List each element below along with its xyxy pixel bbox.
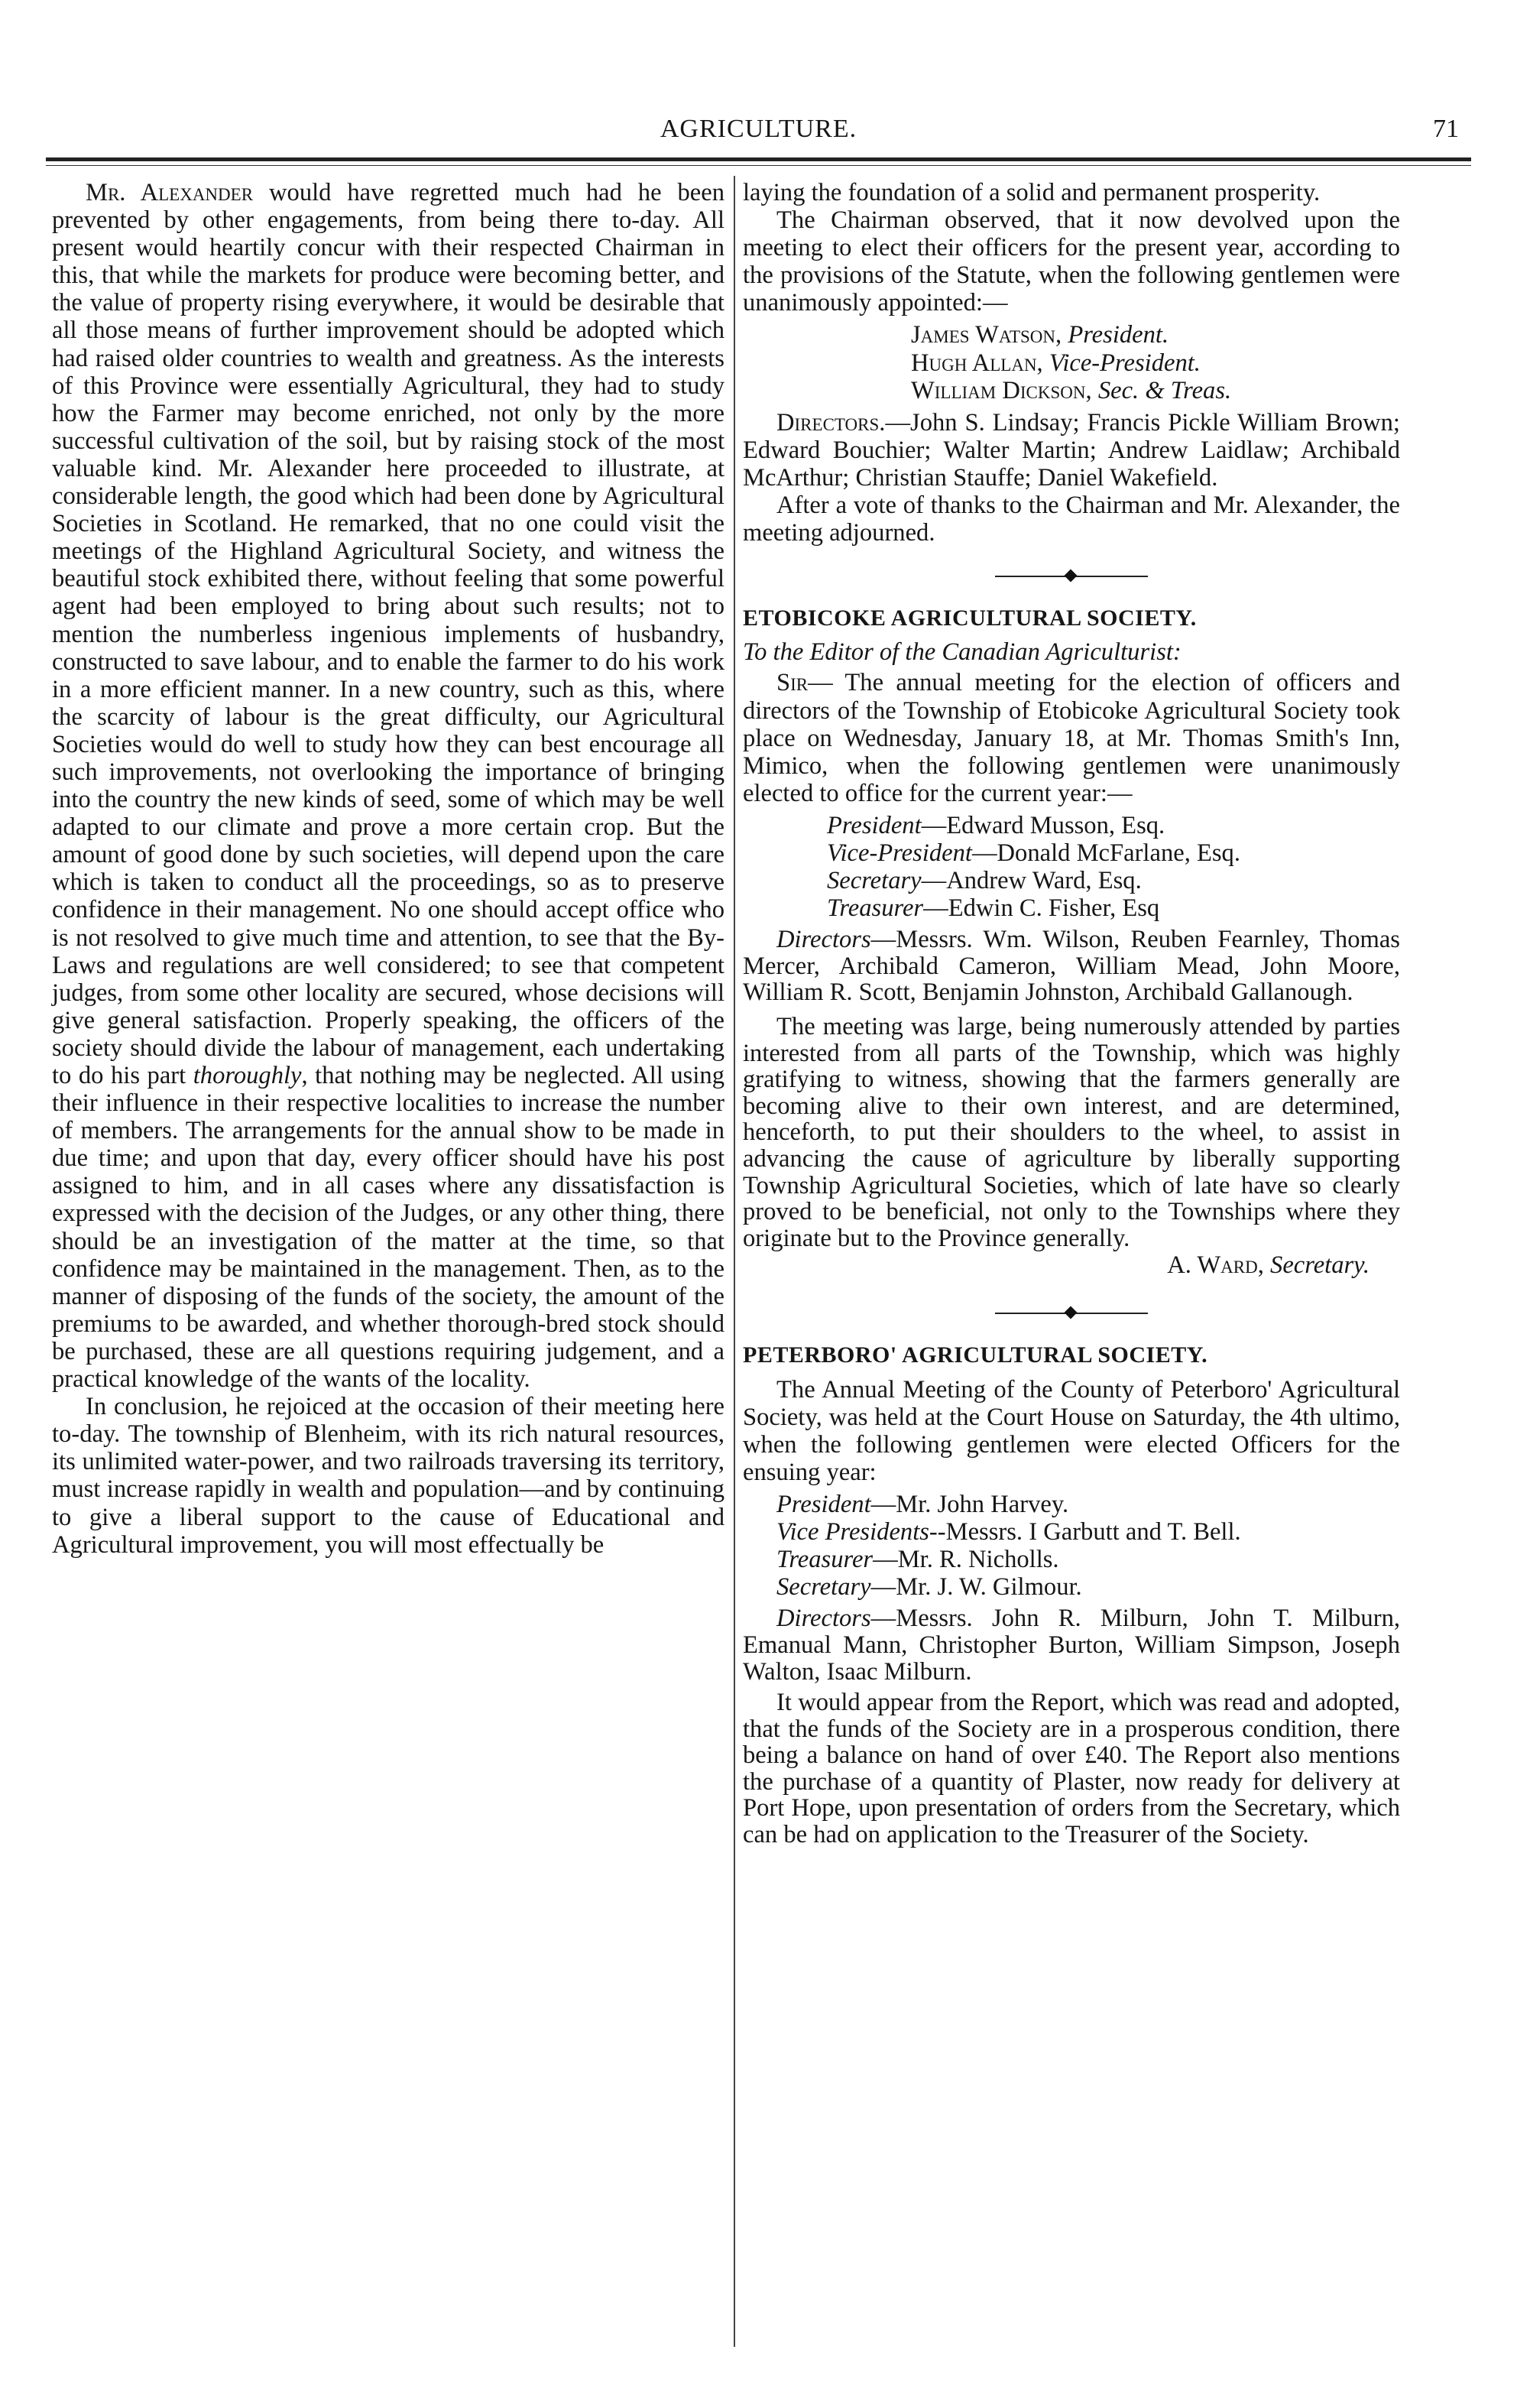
- officer-name: —Mr. J. W. Gilmour.: [870, 1573, 1082, 1602]
- section-separator: [743, 565, 1400, 588]
- officer-line: [776, 1546, 1400, 1573]
- officer-line: [776, 1518, 1400, 1546]
- officer-role: President.: [1068, 321, 1169, 349]
- officer-line: [827, 867, 1400, 894]
- officer-role: Treasurer: [776, 1546, 874, 1574]
- officer-role: Secretary: [827, 867, 922, 895]
- conclusion-paragraph: In conclusion, he rejoiced at the occasion of their meeting here to-day. The township of Blenheim, with its rich natural resources, its unlimited water-power, and two railroads traversing its territory, must increase rapidly in wealth and population—and by continuing to give a liberal support to the cause of Educational and Agricultural improvement, you will most effectually be: [52, 1393, 724, 1559]
- diamond-ornament-icon: [1065, 1306, 1078, 1319]
- appointed-officers: [743, 321, 1400, 404]
- etobicoke-directors: [743, 927, 1400, 1006]
- officer-name: —Edwin C. Fisher, Esq: [923, 894, 1160, 923]
- chairman-paragraph: The Chairman observed, that it now devolved upon the meeting to elect their officers for the present year, according to the provisions of the Statute, when the following gentlemen were unanimously appointed:—: [743, 206, 1400, 317]
- etobicoke-signature: [743, 1251, 1400, 1279]
- officer-line: [776, 1573, 1400, 1601]
- etobicoke-meeting-paragraph: The meeting was large, being numerously attended by parties interested from all parts of the Township, which was highly gratifying to witness, showing that the farmers generally are becoming alive to their own interest, and are determined, henceforth, to put their shoulders to the wheel, to assist in advancing the cause of agriculture by liberally supporting Township Agricultural Societies, which of late have so clearly proved to be beneficial, not only to the Townships where they originate but to the Province generally.: [743, 1013, 1400, 1252]
- peterboro-intro: The Annual Meeting of the County of Peterboro' Agricultural Society, was held at the Court House on Saturday, the 4th ultimo, when the following gentlemen were elected Officers for the ensuing year:: [743, 1375, 1400, 1486]
- continuation-text: laying the foundation of a solid and permanent prosperity.: [743, 179, 1321, 206]
- officer-name: —Donald McFarlane, Esq.: [971, 839, 1240, 867]
- officer-role: Treasurer: [827, 894, 924, 923]
- officer-name: --Messrs. I Garbutt and T. Bell.: [929, 1518, 1241, 1546]
- directors-paragraph: [743, 409, 1400, 492]
- officer-role: Vice-President: [827, 839, 972, 867]
- closing-paragraph: After a vote of thanks to the Chairman and Mr. Alexander, the meeting adjourned.: [743, 492, 1400, 547]
- speech-text-end: , that nothing may be neglected. All using their influence in their respective localities to increase the number of members. The arrangements for the annual show to be made in due time; and upon that day, every officer should have his post assigned to him, and in all cases where any dissatisfaction is expressed with the decision of the Judges, or any other thing, there should be an investigation of the matter at the time, so that confidence may be maintained in the management. Then, as to the manner of disposing of the funds of the society, the amount of the premiums to be awarded, and whether thorough-bred stock should be purchased, these are all questions requiring judgement, and a practical knowledge of the wants of the locality.: [52, 1062, 724, 1394]
- officer-role: Vice Presidents: [776, 1518, 929, 1546]
- officer-role: President: [776, 1490, 871, 1518]
- directors-label: Directors: [776, 1605, 871, 1633]
- officer-line: [827, 812, 1400, 839]
- etobicoke-letter: [743, 669, 1400, 806]
- signature-name: A. Ward,: [1167, 1251, 1264, 1280]
- right-column: [743, 179, 1400, 1848]
- page-title: AGRICULTURE.: [660, 115, 857, 143]
- left-column: [52, 179, 724, 1559]
- signature-title: Secretary.: [1270, 1251, 1370, 1280]
- officer-role: President: [827, 811, 922, 839]
- officer-name: —Edward Musson, Esq.: [921, 811, 1165, 839]
- etobicoke-heading: ETOBICOKE AGRICULTURAL SOCIETY.: [743, 605, 1197, 631]
- column-divider: [734, 176, 735, 2347]
- header-rule-thick: [46, 157, 1471, 161]
- directors-text: —Messrs. John R. Milburn, John T. Milburn, Emanual Mann, Christopher Burton, William Simpson, Joseph Walton, Isaac Milburn.: [743, 1605, 1400, 1686]
- editor-address: To the Editor of the Canadian Agriculturist:: [743, 638, 1182, 667]
- directors-text: —Messrs. Wm. Wilson, Reuben Fearnley, Thomas Mercer, Archibald Cameron, William Mead, John Moore, William R. Scott, Benjamin Johnston, Archibald Gallanough.: [743, 926, 1400, 1007]
- officer-role: Vice-President.: [1049, 349, 1201, 377]
- officer-line: [827, 839, 1400, 867]
- page-number: 71: [1433, 115, 1459, 143]
- section-separator: [743, 1302, 1400, 1325]
- peterboro-directors: [743, 1605, 1400, 1685]
- peterboro-report-paragraph: It would appear from the Report, which was read and adopted, that the funds of the Society are in a prosperous condition, there being a balance on hand of over £40. The Report also mentions the purchase of a quantity of Plaster, now ready for delivery at Port Hope, upon presentation of orders from the Secretary, which can be had on application to the Treasurer of the Society.: [743, 1689, 1400, 1849]
- officer-name: Hugh Allan,: [911, 349, 1043, 377]
- officer-line: [911, 349, 1400, 377]
- header-rule-thin: [46, 165, 1471, 166]
- speaker-name: Mr. Alexander: [86, 179, 254, 206]
- officer-name: William Dickson,: [911, 376, 1092, 404]
- officer-line: [911, 321, 1400, 349]
- diamond-ornament-icon: [1065, 570, 1078, 583]
- directors-label: Directors.: [776, 408, 886, 436]
- directors-text: —John S. Lindsay; Francis Pickle William Brown; Edward Bouchier; Walter Martin; Andrew Laidlaw; Archibald McArthur; Christian Stauffe; Daniel Wakefield.: [743, 408, 1400, 492]
- running-head: [31, 115, 1486, 153]
- etobicoke-officers: [743, 812, 1400, 922]
- peterboro-officers: [743, 1491, 1400, 1601]
- officer-name: —Mr. John Harvey.: [870, 1490, 1069, 1518]
- officer-line: [776, 1491, 1400, 1518]
- officer-role: Sec. & Treas.: [1097, 376, 1232, 404]
- officer-line: [911, 377, 1400, 404]
- officer-name: James Watson,: [911, 321, 1062, 349]
- officer-name: —Andrew Ward, Esq.: [921, 867, 1142, 895]
- letter-body: — The annual meeting for the election of officers and directors of the Township of Etobicoke Agricultural Society took place on Wednesday, January 18, at Mr. Thomas Smith's Inn, Mimico, when the following gentlemen were unanimously elected to office for the current year:—: [743, 669, 1400, 807]
- emphasized-word: thoroughly: [193, 1062, 302, 1089]
- alexander-speech-paragraph: [52, 179, 724, 1393]
- officer-line: [827, 894, 1400, 922]
- salutation: Sir: [776, 669, 809, 697]
- directors-label: Directors: [776, 926, 871, 954]
- officer-name: —Mr. R. Nicholls.: [873, 1546, 1059, 1574]
- speech-text: would have regretted much had he been prevented by other engagements, from being there to-day. All present would heartily concur with their respected Chairman in this, that while the markets for produce were becoming better, and the value of property rising everywhere, it would be desirable that all those means of further improvement should be adopted which had raised older countries to wealth and greatness. As the interests of this Province were essentially Agricultural, they had to study how the Farmer may become enriched, not only by the more successful cultivation of the soil, but by raising stock of the most valuable kind. Mr. Alexander here proceeded to illustrate, at considerable length, the good which had been done by Agricultural Societies in Scotland. He remarked, that no one could visit the meetings of the Highland Agricultural Society, and witness the beautiful stock exhibited there, without feeling that some powerful agent had been employed to bring about such results; not to mention the numberless ingenious implements of husbandry, constructed to save labour, and to enable the farmer to do his work in a more efficient manner. In a new country, such as this, where the scarcity of labour is the great difficulty, our Agricultural Societies would do well to study how they can best encourage all such improvements, not overlooking the importance of bringing into the country the new kinds of seed, some of which may be well adapted to our climate and prove a more certain crop. But the amount of good done by such societies, will depend upon the care which is taken to conduct all the proceedings, so as to preserve confidence in their management. No one should accept office who is not resolved to give much time and attention, to see that the By-Laws and regulations are well considered; to see that competent judges, from some other locality are secured, whose decisions will give general satisfaction. Properly speaking, the officers of the society should divide the labour of management, each undertaking to do his part: [52, 179, 724, 1089]
- peterboro-heading: PETERBORO' AGRICULTURAL SOCIETY.: [743, 1342, 1208, 1368]
- officer-role: Secretary: [776, 1573, 871, 1602]
